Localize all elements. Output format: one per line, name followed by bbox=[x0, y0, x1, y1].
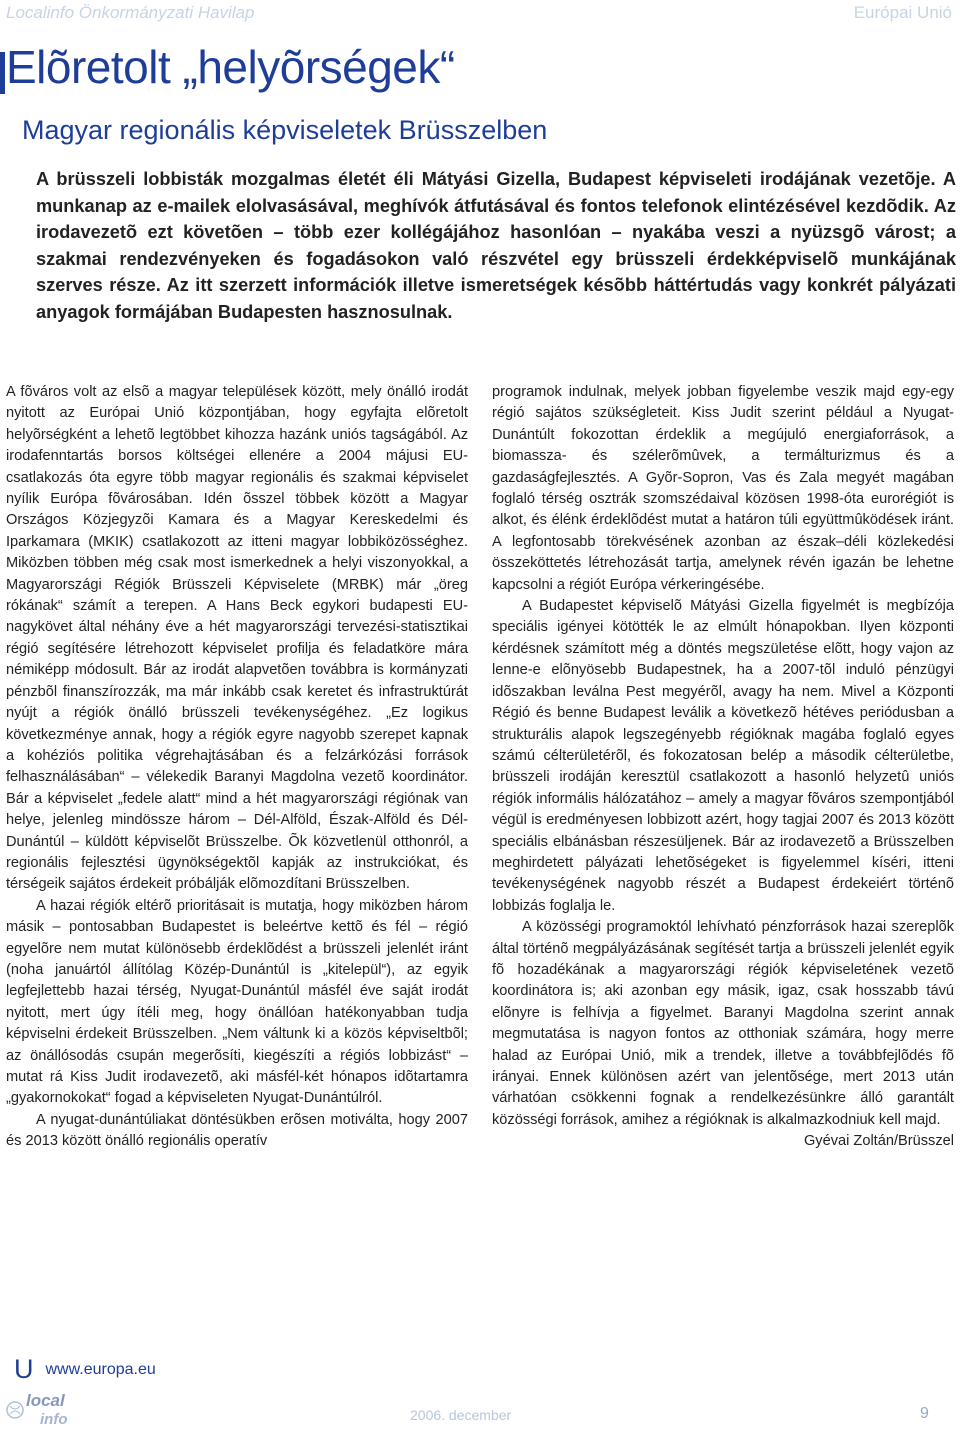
author-signature: Gyévai Zoltán/Brüsszel bbox=[803, 1133, 954, 1150]
logo-text-info: info bbox=[40, 1411, 68, 1428]
web-reference bbox=[14, 1356, 156, 1383]
paragraph: A közösségi programoktól lehívható pénzforrások hazai szereplõk által történõ megpályázásának segítését tartja a brüsszeli jelenlét egyik fõ hozadékának a magyarországi régiók képviseletének vezetõ koordinátora is; aki azonban egy másik, igaz, csak hosszabb távú elõnyre is felhívja a figyelmet. Baranyi Magdolna szerint annak megmutatása is nagyon fontos az otthoniak számára, hogy merre halad az Európai Unió, mik a trendek, illetve a továbbfejlõdés fõ irányai. Ennek különösen azért van jelentõsége, mert 2013 után várhatóan csökkenni fognak a rendelkezésünkre álló garantált közösségi források, amihez a régióknak is alkalmazkodniuk kell majd. bbox=[492, 919, 954, 1128]
issue-date: 2006. december bbox=[410, 1407, 512, 1423]
article-subtitle: Magyar regionális képviseletek Brüsszelben bbox=[22, 115, 548, 145]
paragraph: programok indulnak, melyek jobban figyelembe veszik majd egy-egy régió sajátos szükségleteit. Kiss Judit szerint például a Nyugat-Dunántúlt fokozottan érdeklik a megújuló energiaforrások, a biomassza- és szélerõmûvek, a termálturizmus és a gazdaságfejlesztés. A Gyõr-Sopron, Vas és Zala megyét magában foglaló térség osztrák szomszédaival közösen 1998-óta eurorégiót is alkot, és élénk érdeklõdést mutat a határon túli együttmûködések iránt. A legfontosabb törekvésének azonban az észak–déli közlekedési összeköttetés létrehozását tartja, amelynek révén igazán be lehetne kapcsolni a régiót Európa vérkeringésébe. bbox=[492, 384, 954, 593]
publication-name: Localinfo Önkormányzati Havilap bbox=[6, 3, 255, 22]
europa-link[interactable]: www.europa.eu bbox=[45, 1360, 156, 1378]
paragraph: A hazai régiók eltérõ prioritásait is mutatja, hogy miközben három másik – pontosabban Budapestet is beleértve kettõ és fél – régió egyelõre nem mutat különösebb érdeklõdést a brüsszeli jelenlét iránt (noha januártól állítólag Közép-Dunántúl is „kitelepül“), az egyik legfejlettebb hazai térség, Nyugat-Dunántúl másfél éve saját irodát nyitott, mert úgy ítéli meg, hogy önállóan hatékonyabban tudja képviselni érdekeit Brüsszelben. „Nem váltunk ki a közös képviseltbõl; az önállósodás csupán megerõsíti, kiegészíti a régiós lobbizást“ – mutat rá Kiss Judit irodavezetõ, aki másfél-két hónapos idõtartamra „gyakornokokat“ fogad a képviseleten Nyugat-Dunántúlról. bbox=[6, 897, 468, 1107]
globe-icon bbox=[7, 1402, 23, 1418]
article-title: Elõretolt „helyõrségek“ bbox=[6, 41, 455, 93]
globe-lines bbox=[10, 1406, 20, 1414]
page-number: 9 bbox=[920, 1405, 929, 1422]
section-name: Európai Unió bbox=[853, 3, 952, 22]
u-bullet-icon: U bbox=[14, 1354, 34, 1384]
article-lead: A brüsszeli lobbisták mozgalmas életét éli Mátyási Gizella, Budapest képviseleti irodájának vezetõje. A munkanap az e-mailek elolvasásával, meghívók átfutásával és fontos telefonok elintézésével kezdõdik. Az irodavezetõ ezt követõen – több ezer kollégájához hasonlóan – nyakába veszi a nyüzsgõ várost; a szakmai rendezvényeken és fogadásokon való részvétel egy brüsszeli érdekképviselõ munkájának szerves része. Az itt szerzett információk illetve ismeretségek késõbb háttértudás vagy konkrét pályázati anyagok formájában Budapesten hasznosulnak. bbox=[36, 169, 956, 322]
paragraph: A Budapestet képviselõ Mátyási Gizella figyelmét is megbízója speciális igényei kötötték le az elmúlt hónapokban. Ilyen központi kérdésnek számított még a döntés megszületése elõtt, hogy vajon az lenne-e elõnyösebb Budapestnek, ha a 2007-tõl induló pénzügyi idõszakban leválna Pest megyérõl, avagy ha nem. Mivel a Központi Régió és benne Budapest leválik a következõ hétéves periódusban a strukturális alapok legszegényebb régióknak magába foglaló egyes számú célterületérõl, és fokozatosan belép a második célterületbe, brüsszeli irodáján keresztül csatlakozott a hasonló helyzetû uniós régiók informális hálózatához – amely a magyar fõváros szempontjából végül is eredményesen lobbizott azért, hogy tagjai 2007 és 2013 között speciális elbánásban részesüljenek. Bár az irodavezetõ a Brüsszelben meghirdetett pályázati lehetõségeket is figyelemmel kíséri, itteni tevékenységének nagyobb részét a Budapest érdekeiért történõ lobbizás foglalja le. bbox=[492, 598, 954, 914]
right-column bbox=[492, 382, 954, 1153]
logo-text-local: local bbox=[26, 1391, 65, 1410]
left-column bbox=[6, 382, 468, 1153]
paragraph: A fõváros volt az elsõ a magyar települések között, mely önálló irodát nyitott az Európai Unió központjában, hogy egyfajta elõretolt helyõrségként a lehetõ legtöbbet kihozza hazánk uniós tagságából. Az irodafenntartás borsos költségei ellenére a 2004 májusi EU-csatlakozás óta egyre több magyar regionális és szakmai képviselet nyílik Európa fõvárosában. Idén õsszel többek között a Magyar Országos Közjegyzõi Kamara és a Magyar Kereskedelmi és Iparkamara (MKIK) csatlakozott az itteni magyar lobbiközösséghez. Miközben többen még csak most ismerkednek a helyi viszonyokkal, a Magyarországi Régiók Brüsszeli Képviselete (MRBK) már „öreg rókának“ számít a terepen. A Hans Beck egykori budapesti EU-nagykövet által néhány éve a hét magyarországi tervezési-statisztikai régió segítésére létrehozott képviselet profilja és feladatköre mára némiképp módosult. Bár az irodát alapvetõen továbbra is kormányzati pénzbõl finanszírozzák, ma már inkább csak keretet és infrastruktúrát nyújt a régiók önálló brüsszeli tevékenységéhez. „Ez logikus következménye annak, hogy a régiók egyre nagyobb szerepet kapnak a kohéziós politika végrehajtásában és a felzárkózási források felhasználásában“ – vélekedik Baranyi Magdolna vezetõ koordinátor. Bár a képviselet „fedele alatt“ mind a hét magyarországi régiónak van helye, jelenleg mindössze három – Dél-Alföld, Észak-Alföld és Dél-Dunántúl – küldött képviselõt Brüsszelbe. Õk közvetlenül otthonról, a regionális fejlesztési ügynökségektõl kapják az instrukciókat, és térségeik sajátos érdekeit próbálják elõmozdítani Brüsszelben. bbox=[6, 384, 468, 893]
title-accent-bar bbox=[0, 52, 5, 94]
localinfo-logo bbox=[6, 1388, 96, 1430]
paragraph: A nyugat-dunántúliakat döntésükben erõsen motiválta, hogy 2007 és 2013 között önálló regionális operatív bbox=[6, 1111, 468, 1150]
